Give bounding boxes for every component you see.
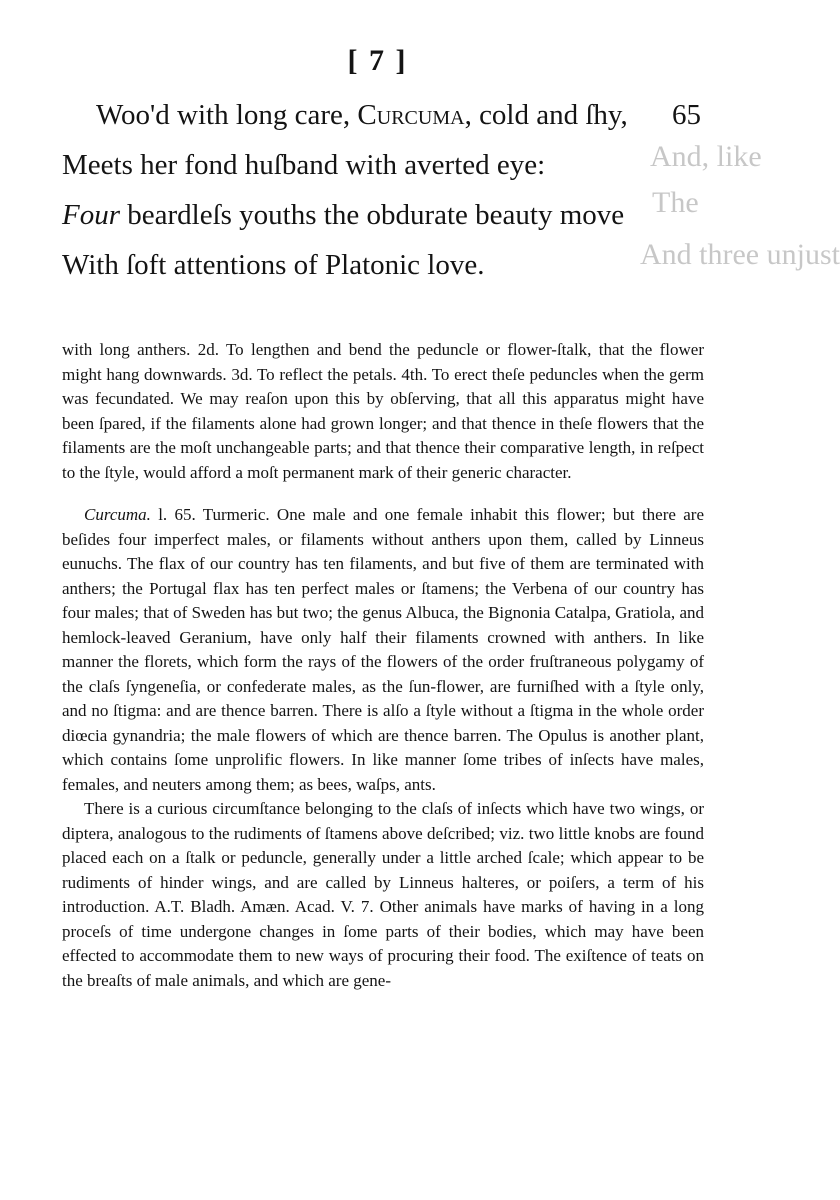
plant-name: Curcuma — [357, 99, 465, 131]
verse-line: Meets her fond huſband with averted eye: — [62, 149, 546, 181]
verse-text: , cold and ſhy, — [464, 99, 628, 131]
note-paragraph: with long anthers. 2d. To lengthen and bend the peduncle or flower-ſtalk, that the flower might hang downwards. 3d. To reflect the petals. 4th. To erect theſe peduncles when the germ was fecundated. We may reaſon upon this by obſerving, that all this apparatus might have been ſpared, if the filaments alone had grown longer; and that thence in theſe flowers that the filaments are the moſt unchangeable parts; and that thence their comparative length, in reſpect to the ſtyle, would afford a moſt permanent mark of their generic character. — [62, 340, 704, 482]
verse-line — [62, 90, 712, 140]
verse-text: Woo'd with long care, — [96, 99, 351, 131]
verse-line: With ſoft attentions of Platonic love. — [62, 249, 485, 281]
poem-stanza — [62, 90, 712, 290]
verse-text: beardleſs youths the obdurate beauty move — [120, 199, 625, 231]
verse-line — [62, 190, 712, 240]
bleed-through-text: And three unjust — [640, 238, 840, 271]
note-label: Curcuma. — [84, 505, 151, 524]
bleed-through-text: And, like — [650, 140, 762, 173]
verse-emphasis: Four — [62, 199, 120, 231]
footnotes — [62, 338, 704, 993]
note-paragraph: There is a curious circumſtance belonging to the claſs of inſects which have two wings, or diptera, analogous to the rudiments of ſtamens above deſcribed; viz. two little knobs are found placed each on a ſtalk or peduncle, generally under a little arched ſcale; which appear to be rudiments of hinder wings, and are called by Linneus halteres, or poiſers, a term of his introduction. A.T. Bladh. Amæn. Acad. V. 7. Other animals have marks of having in a long proceſs of time undergone changes in ſome parts of their bodies, which may have been effected to accommodate them to new ways of procuring their food. The exiſtence of teats on the breaſts of male animals, and which are gene- — [62, 799, 704, 990]
bleed-through-text: The — [652, 186, 699, 219]
page-number: [ 7 ] — [347, 44, 408, 77]
note-text: l. 65. Turmeric. One male and one female inhabit this flower; but there are beſides four imperfect males, or filaments without anthers upon them, called by Linneus eunuchs. The flax of our country has ten filaments, and but five of them are terminated with anthers; the Portugal flax has ten perfect males or ſtamens; the Verbena of our country has four males; that of Sweden has but two; the genus Albuca, the Bignonia Catalpa, Gratiola, and hemlock-leaved Geranium, have only half their filaments crowned with anthers. In like manner the florets, which form the rays of the flowers of the order fruſtraneous polygamy of the claſs ſyngeneſia, or confederate males, as the ſun-flower, are furniſhed with a ſtyle only, and no ſtigma: and are thence barren. There is alſo a ſtyle without a ſtigma in the whole order diœcia gynandria; the male flowers of which are thence barren. The Opulus is another plant, which contains ſome unprolific flowers. In like manner ſome tribes of inſects have males, females, and neuters among them; as bees, waſps, ants. — [62, 505, 704, 794]
note-paragraph — [62, 503, 704, 797]
line-number: 65 — [672, 99, 701, 131]
